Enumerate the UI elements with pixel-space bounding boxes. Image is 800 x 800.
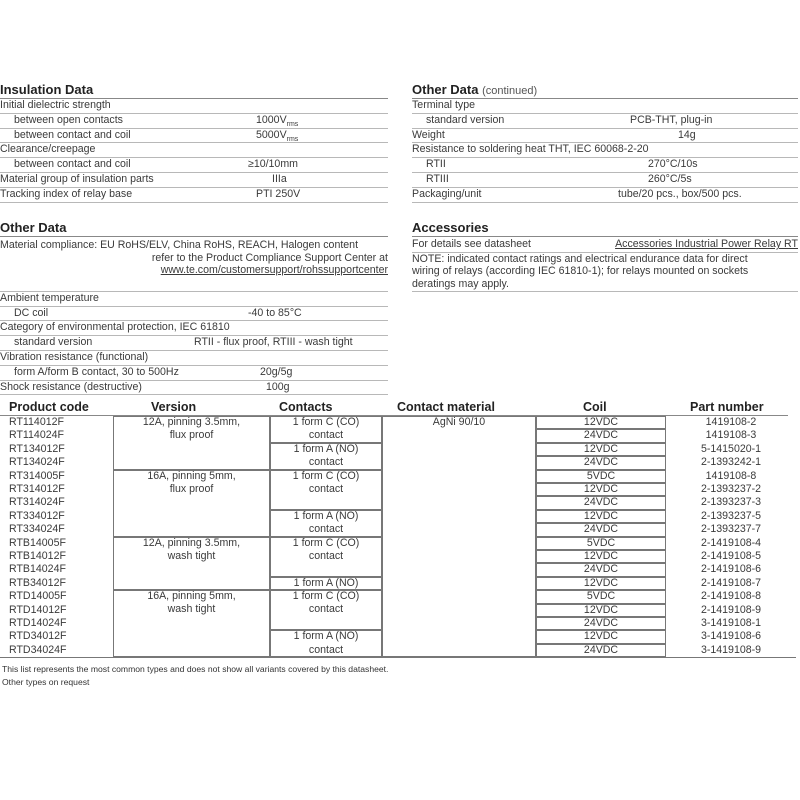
compliance-line: refer to the Product Compliance Support Center at bbox=[151, 251, 388, 264]
part-number-value: 5-1415020-1 bbox=[700, 442, 762, 455]
other-data-title: Other Data bbox=[0, 220, 388, 237]
spec-row bbox=[412, 158, 798, 173]
spec-label: Initial dielectric strength bbox=[0, 99, 111, 111]
spec-label: Tracking index of relay base bbox=[0, 187, 133, 200]
spec-label: DC coil bbox=[14, 306, 49, 319]
product-code-cell: RTD14005F bbox=[9, 590, 67, 603]
part-number-value: 2-1419108-4 bbox=[700, 536, 762, 549]
part-number-value: 2-1419108-7 bbox=[700, 576, 762, 589]
spec-label: Terminal type bbox=[412, 99, 475, 111]
spec-value: $5000V_{rms}$ bbox=[256, 128, 299, 143]
spec-row bbox=[412, 188, 798, 203]
spec-label: Category of environmental protection, IEC 61810 bbox=[0, 321, 230, 334]
coil-value: 24VDC bbox=[583, 617, 619, 629]
spec-label: Ambient temperature bbox=[0, 291, 99, 304]
spec-label: between contact and coil bbox=[14, 128, 131, 141]
spec-label: Material group of insulation parts bbox=[0, 172, 154, 185]
spec-value: PTI 250V bbox=[256, 187, 301, 200]
accessories-note bbox=[412, 253, 798, 292]
part-number-value: 2-1419108-6 bbox=[700, 563, 762, 576]
table-bottom-border bbox=[0, 657, 796, 658]
contacts-text: 1 form C (CO) contact bbox=[292, 536, 360, 562]
spec-label: between contact and coil bbox=[14, 158, 131, 171]
other-data-continued-title: Other Data (continued) bbox=[412, 82, 798, 99]
spec-label: Weight bbox=[412, 128, 445, 141]
header-coil: Coil bbox=[583, 400, 607, 414]
coil-value: 12VDC bbox=[583, 630, 619, 643]
part-number-value: 2-1393237-5 bbox=[700, 509, 762, 522]
spec-row bbox=[0, 381, 388, 396]
spec-row bbox=[412, 99, 798, 114]
spec-row bbox=[0, 336, 388, 351]
spec-row bbox=[0, 173, 388, 188]
header-contact-material: Contact material bbox=[397, 400, 495, 414]
part-number-value: 2-1393237-7 bbox=[700, 523, 762, 536]
coil-value: 5VDC bbox=[586, 590, 616, 603]
coil-value: 24VDC bbox=[583, 456, 619, 469]
spec-value: ≥10/10mm bbox=[248, 158, 298, 171]
spec-row bbox=[412, 114, 798, 129]
coil-value: 12VDC bbox=[583, 576, 619, 589]
part-number-value: 2-1419108-5 bbox=[700, 550, 762, 562]
header-version: Version bbox=[151, 400, 197, 414]
accessories-details-row bbox=[412, 238, 798, 253]
spec-value: -40 to 85°C bbox=[248, 306, 302, 319]
coil-value: 5VDC bbox=[586, 536, 616, 549]
product-code-cell: RT134012F bbox=[9, 442, 65, 455]
footnote: Other types on request bbox=[2, 677, 90, 687]
details-label: For details see datasheet bbox=[412, 238, 531, 250]
product-code-cell: RTD14024F bbox=[9, 617, 67, 629]
note-line: NOTE: indicated contact ratings and electrical endurance data for direct bbox=[412, 252, 748, 265]
product-table bbox=[0, 416, 800, 658]
header-contacts: Contacts bbox=[279, 400, 333, 414]
product-code-cell: RT314012F bbox=[9, 483, 65, 495]
part-number-value: 3-1419108-9 bbox=[700, 643, 762, 656]
coil-value: 12VDC bbox=[583, 603, 619, 616]
compliance-link[interactable]: www.te.com/customersupport/rohssupportcenter bbox=[160, 264, 388, 277]
spec-row bbox=[0, 158, 388, 173]
spec-value: $1000V_{rms}$ bbox=[256, 113, 299, 128]
accessories-section bbox=[412, 220, 798, 292]
header-part-number: Part number bbox=[690, 400, 764, 414]
version-text: 16A, pinning 5mm, wash tight bbox=[147, 590, 236, 616]
spec-value: 20g/5g bbox=[260, 365, 293, 378]
spec-label: RTIII bbox=[426, 172, 449, 185]
version-text: 16A, pinning 5mm, flux proof bbox=[147, 469, 236, 495]
spec-label: Packaging/unit bbox=[412, 187, 482, 200]
coil-value: 12VDC bbox=[583, 442, 619, 455]
spec-row bbox=[0, 99, 388, 114]
other-data-continued-section bbox=[412, 82, 798, 203]
spec-label: form A/form B contact, 30 to 500Hz bbox=[14, 365, 179, 378]
spec-value: tube/20 pcs., box/500 pcs. bbox=[618, 187, 742, 200]
spec-label: RTII bbox=[426, 158, 446, 171]
product-code-cell: RTB14005F bbox=[9, 536, 66, 549]
product-code-cell: RTD34024F bbox=[9, 643, 67, 656]
insulation-data-title: Insulation Data bbox=[0, 82, 388, 99]
accessories-title: Accessories bbox=[412, 220, 798, 237]
coil-value: 12VDC bbox=[583, 509, 619, 522]
coil-value: 24VDC bbox=[583, 563, 619, 576]
part-number-value: 2-1419108-8 bbox=[700, 590, 762, 603]
contacts-text: 1 form A (NO) contact bbox=[293, 442, 359, 468]
note-line: deratings may apply. bbox=[412, 277, 509, 290]
part-number-value: 2-1393237-3 bbox=[700, 496, 762, 509]
part-number-value: 2-1393237-2 bbox=[700, 483, 762, 495]
coil-value: 5VDC bbox=[586, 469, 616, 482]
spec-row bbox=[0, 188, 388, 203]
product-code-cell: RT314005F bbox=[9, 469, 65, 482]
product-code-cell: RTB34012F bbox=[9, 576, 66, 589]
spec-value: IIIa bbox=[272, 172, 287, 185]
footnote: This list represents the most common types and does not show all variants covered by this datasheet. bbox=[2, 664, 389, 674]
contact-material-cell bbox=[382, 416, 536, 657]
coil-value: 12VDC bbox=[583, 483, 619, 495]
coil-value: 24VDC bbox=[583, 496, 619, 509]
spec-value: 260°C/5s bbox=[648, 172, 692, 185]
part-number-value: 1419108-3 bbox=[705, 429, 757, 442]
product-code-cell: RT114024F bbox=[9, 429, 64, 442]
material-compliance bbox=[0, 239, 388, 277]
part-number-value: 1419108-8 bbox=[705, 469, 757, 482]
contacts-text: 1 form A (NO) contact bbox=[293, 630, 359, 656]
spec-row bbox=[0, 307, 388, 322]
contacts-text: 1 form C (CO) contact bbox=[292, 416, 360, 442]
contacts-text: 1 form A (NO) contact bbox=[293, 509, 359, 535]
spec-value: RTII - flux proof, RTIII - wash tight bbox=[194, 336, 353, 349]
compliance-line: Material compliance: EU RoHS/ELV, China RoHS, REACH, Halogen content bbox=[0, 239, 359, 251]
spec-row bbox=[412, 173, 798, 188]
spec-row bbox=[0, 292, 388, 307]
spec-label: Resistance to soldering heat THT, IEC 60068-2-20 bbox=[412, 143, 649, 156]
coil-value: 24VDC bbox=[583, 429, 619, 442]
part-number-value: 2-1393242-1 bbox=[700, 456, 762, 469]
product-code-cell: RT134024F bbox=[9, 456, 65, 469]
spec-label: standard version bbox=[426, 113, 505, 126]
spec-label: Vibration resistance (functional) bbox=[0, 350, 149, 363]
coil-value: 12VDC bbox=[583, 550, 619, 562]
spec-row bbox=[0, 114, 388, 129]
spec-label: standard version bbox=[14, 336, 93, 349]
part-number-value: 2-1419108-9 bbox=[700, 603, 762, 616]
other-data-section bbox=[0, 220, 388, 395]
product-code-cell: RTB14012F bbox=[9, 550, 66, 562]
spec-row bbox=[0, 143, 388, 158]
insulation-data-section bbox=[0, 82, 388, 203]
spec-label: between open contacts bbox=[14, 113, 123, 126]
spec-label: Clearance/creepage bbox=[0, 143, 96, 156]
version-text: 12A, pinning 3.5mm, wash tight bbox=[142, 536, 241, 562]
spec-value: 14g bbox=[678, 128, 696, 141]
accessories-link[interactable]: Accessories Industrial Power Relay RT bbox=[615, 238, 798, 250]
divider bbox=[0, 277, 388, 292]
product-code-cell: RTD14012F bbox=[9, 603, 67, 616]
contacts-text: 1 form A (NO) bbox=[293, 576, 359, 589]
product-code-cell: RTD34012F bbox=[9, 630, 67, 643]
spec-label: Shock resistance (destructive) bbox=[0, 380, 142, 393]
spec-row bbox=[0, 366, 388, 381]
spec-row bbox=[412, 143, 798, 158]
spec-row bbox=[412, 129, 798, 144]
product-code-cell: RT334012F bbox=[9, 509, 65, 522]
part-number-value: 1419108-2 bbox=[705, 416, 757, 428]
spec-row bbox=[0, 129, 388, 144]
spec-value: 270°C/10s bbox=[648, 158, 698, 171]
version-text: 12A, pinning 3.5mm, flux proof bbox=[142, 416, 241, 442]
contacts-text: 1 form C (CO) contact bbox=[292, 469, 360, 495]
product-code-cell: RTB14024F bbox=[9, 563, 66, 576]
coil-value: 12VDC bbox=[583, 416, 619, 428]
product-code-cell: RT114012F bbox=[9, 416, 64, 428]
spec-value: 100g bbox=[266, 380, 290, 393]
spec-row bbox=[0, 351, 388, 366]
part-number-value: 3-1419108-6 bbox=[700, 630, 762, 643]
product-code-cell: RT334024F bbox=[9, 523, 65, 536]
contact-material-text: AgNi 90/10 bbox=[432, 416, 486, 428]
contacts-text: 1 form C (CO) contact bbox=[292, 590, 360, 616]
part-number-value: 3-1419108-1 bbox=[700, 617, 762, 629]
note-line: wiring of relays (according IEC 61810-1); for relays mounted on sockets bbox=[412, 265, 749, 278]
coil-value: 24VDC bbox=[583, 643, 619, 656]
product-table-header bbox=[0, 400, 788, 416]
spec-row bbox=[0, 321, 388, 336]
coil-value: 24VDC bbox=[583, 523, 619, 536]
spec-value: PCB-THT, plug-in bbox=[630, 113, 713, 126]
product-code-cell: RT314024F bbox=[9, 496, 65, 509]
header-product-code: Product code bbox=[9, 400, 89, 414]
